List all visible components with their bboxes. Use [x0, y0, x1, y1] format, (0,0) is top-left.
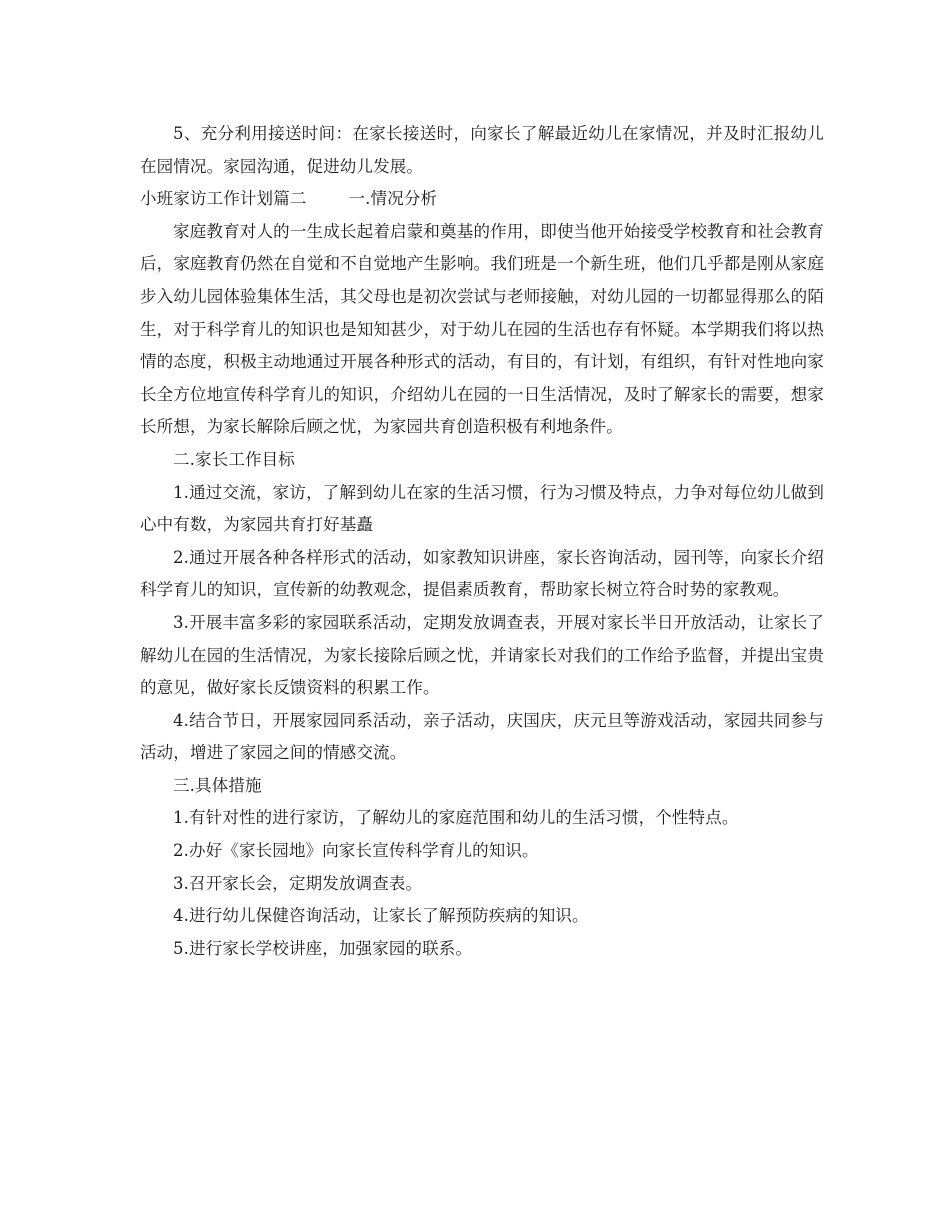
measure-item-1: 1.有针对性的进行家访，了解幼儿的家庭范围和幼儿的生活习惯，个性特点。	[173, 808, 739, 828]
measures-heading: 三.具体措施	[173, 775, 262, 795]
intro-paragraph: 5、充分利用接送时间：在家长接送时，向家长了解最近幼儿在家情况，并及时汇报幼儿在园情况。家园沟通，促进幼儿发展。	[140, 124, 824, 176]
document-body	[140, 118, 824, 965]
measure-item-5: 5.进行家长学校讲座，加强家园的联系。	[173, 938, 473, 958]
analysis-paragraph: 家庭教育对人的一生成长起着启蒙和奠基的作用，即使当他开始接受学校教育和社会教育后，家庭教育仍然在自觉和不自觉地产生影响。我们班是一个新生班，他们几乎都是刚从家庭步入幼儿园体验集体生活，其父母也是初次尝试与老师接触，对幼儿园的一切都显得那么的陌生，对于科学育儿的知识也是知知甚少，对于幼儿在园的生活也存有怀疑。本学期我们将以热情的态度，积极主动地通过开展各种形式的活动，有目的，有计划，有组织，有针对性地向家长全方位地宣传科学育儿的知识，介绍幼儿在园的一日生活情况，及时了解家长的需要，想家长所想，为家长解除后顾之忧，为家园共育创造积极有利地条件。	[140, 221, 824, 437]
measure-item-2: 2.办好《家长园地》向家长宣传科学育儿的知识。	[173, 841, 539, 861]
section-title: 小班家访工作计划篇二	[140, 189, 307, 209]
goal-item-3: 3.开展丰富多彩的家园联系活动，定期发放调查表，开展对家长半日开放活动，让家长了解幼儿在园的生活情况，为家长接除后顾之忧，并请家长对我们的工作给予监督，并提出宝贵的意见，做好家长反馈资料的积累工作。	[140, 612, 824, 698]
measure-item-4: 4.进行幼儿保健咨询活动，让家长了解预防疾病的知识。	[173, 906, 589, 926]
section-heading	[140, 183, 824, 216]
goal-item-2: 2.通过开展各种各样形式的活动，如家教知识讲座，家长咨询活动，园刊等，向家长介绍科学育儿的知识，宣传新的幼教观念，提倡素质教育，帮助家长树立符合时势的家教观。	[140, 547, 824, 600]
measure-item-3: 3.召开家长会，定期发放调查表。	[173, 873, 423, 893]
goal-item-4: 4.结合节日，开展家园同系活动，亲子活动，庆国庆，庆元旦等游戏活动，家园共同参与活动，增进了家园之间的情感交流。	[140, 710, 824, 763]
section-subtitle: 一.情况分析	[348, 189, 438, 209]
goal-item-1: 1.通过交流，家访，了解到幼儿在家的生活习惯，行为习惯及特点，力争对每位幼儿做到心中有数，为家园共育打好基矗	[140, 482, 824, 535]
goals-heading: 二.家长工作目标	[173, 449, 295, 469]
